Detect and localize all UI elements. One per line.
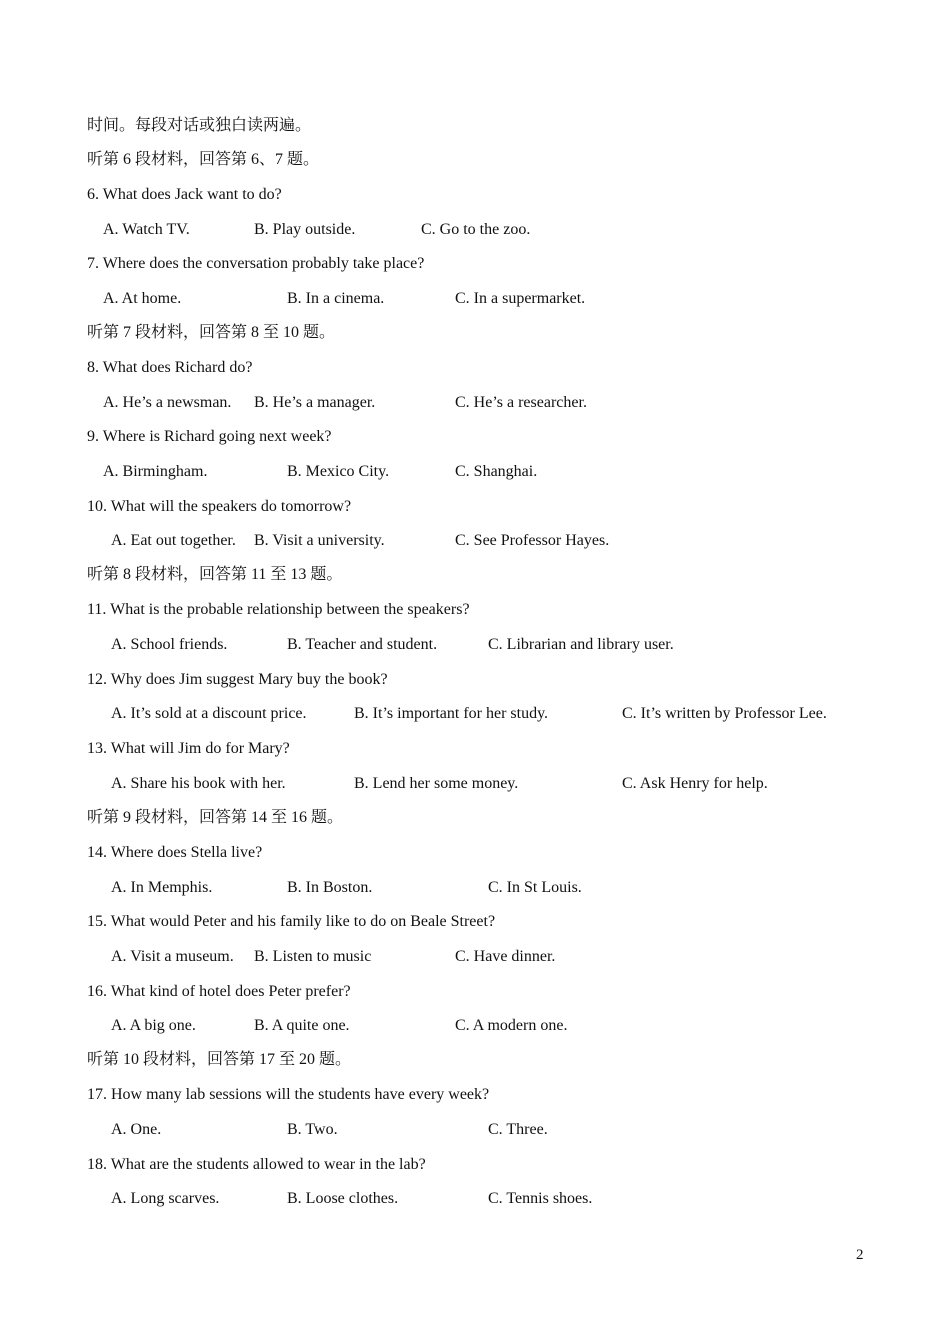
option-14a: A. In Memphis. <box>111 879 213 896</box>
option-12a: A. It’s sold at a discount price. <box>111 705 307 722</box>
option-6c: C. Go to the zoo. <box>421 221 531 238</box>
option-10b: B. Visit a university. <box>254 532 385 549</box>
section-heading-9: 听第 9 段材料，回答第 14 至 16 题。 <box>87 809 344 826</box>
section-heading-10: 听第 10 段材料，回答第 17 至 20 题。 <box>87 1051 352 1068</box>
options-6 <box>0 220 950 240</box>
options-7 <box>0 289 950 309</box>
option-6a: A. Watch TV. <box>103 221 190 238</box>
question-8: 8. What does Richard do? <box>87 359 253 376</box>
option-11a: A. School friends. <box>111 636 228 653</box>
option-18b: B. Loose clothes. <box>287 1190 399 1207</box>
question-11: 11. What is the probable relationship between the speakers? <box>87 601 470 618</box>
options-11 <box>0 635 950 655</box>
question-13: 13. What will Jim do for Mary? <box>87 740 290 757</box>
question-7: 7. Where does the conversation probably take place? <box>87 255 425 272</box>
question-15: 15. What would Peter and his family like to do on Beale Street? <box>87 913 496 930</box>
option-13b: B. Lend her some money. <box>354 775 519 792</box>
option-8c: C. He’s a researcher. <box>455 394 587 411</box>
option-14b: B. In Boston. <box>287 879 373 896</box>
option-8b: B. He’s a manager. <box>254 394 376 411</box>
option-7b: B. In a cinema. <box>287 290 385 307</box>
section-heading-7: 听第 7 段材料，回答第 8 至 10 题。 <box>87 324 336 341</box>
option-15c: C. Have dinner. <box>455 948 556 965</box>
option-15a: A. Visit a museum. <box>111 948 234 965</box>
options-10 <box>0 531 950 551</box>
options-15 <box>0 947 950 967</box>
option-9c: C. Shanghai. <box>455 463 538 480</box>
option-13c: C. Ask Henry for help. <box>622 775 768 792</box>
question-14: 14. Where does Stella live? <box>87 844 263 861</box>
intro-text: 时间。每段对话或独白读两遍。 <box>87 117 312 134</box>
question-9: 9. Where is Richard going next week? <box>87 428 332 445</box>
option-13a: A. Share his book with her. <box>111 775 286 792</box>
question-17: 17. How many lab sessions will the students have every week? <box>87 1086 490 1103</box>
option-15b: B. Listen to music <box>254 948 372 965</box>
option-17b: B. Two. <box>287 1121 338 1138</box>
option-17a: A. One. <box>111 1121 162 1138</box>
options-13 <box>0 774 950 794</box>
option-17c: C. Three. <box>488 1121 548 1138</box>
option-10a: A. Eat out together. <box>111 532 236 549</box>
option-6b: B. Play outside. <box>254 221 356 238</box>
question-10: 10. What will the speakers do tomorrow? <box>87 498 352 515</box>
options-12 <box>0 704 950 724</box>
options-17 <box>0 1120 950 1140</box>
option-8a: A. He’s a newsman. <box>103 394 232 411</box>
question-12: 12. Why does Jim suggest Mary buy the book? <box>87 671 388 688</box>
option-14c: C. In St Louis. <box>488 879 582 896</box>
question-16: 16. What kind of hotel does Peter prefer? <box>87 983 351 1000</box>
section-heading-6: 听第 6 段材料，回答第 6、7 题。 <box>87 151 320 168</box>
page-number: 2 <box>856 1247 864 1263</box>
option-9a: A. Birmingham. <box>103 463 208 480</box>
option-7a: A. At home. <box>103 290 182 307</box>
option-11b: B. Teacher and student. <box>287 636 438 653</box>
question-6: 6. What does Jack want to do? <box>87 186 282 203</box>
option-12b: B. It’s important for her study. <box>354 705 549 722</box>
options-16 <box>0 1016 950 1036</box>
option-16b: B. A quite one. <box>254 1017 350 1034</box>
options-14 <box>0 878 950 898</box>
options-8 <box>0 393 950 413</box>
option-12c: C. It’s written by Professor Lee. <box>622 705 827 722</box>
option-16c: C. A modern one. <box>455 1017 568 1034</box>
option-16a: A. A big one. <box>111 1017 196 1034</box>
options-9 <box>0 462 950 482</box>
option-10c: C. See Professor Hayes. <box>455 532 610 549</box>
question-18: 18. What are the students allowed to wear in the lab? <box>87 1156 426 1173</box>
option-9b: B. Mexico City. <box>287 463 390 480</box>
section-heading-8: 听第 8 段材料，回答第 11 至 13 题。 <box>87 566 343 583</box>
option-7c: C. In a supermarket. <box>455 290 586 307</box>
option-18a: A. Long scarves. <box>111 1190 220 1207</box>
option-11c: C. Librarian and library user. <box>488 636 674 653</box>
option-18c: C. Tennis shoes. <box>488 1190 593 1207</box>
options-18 <box>0 1189 950 1209</box>
